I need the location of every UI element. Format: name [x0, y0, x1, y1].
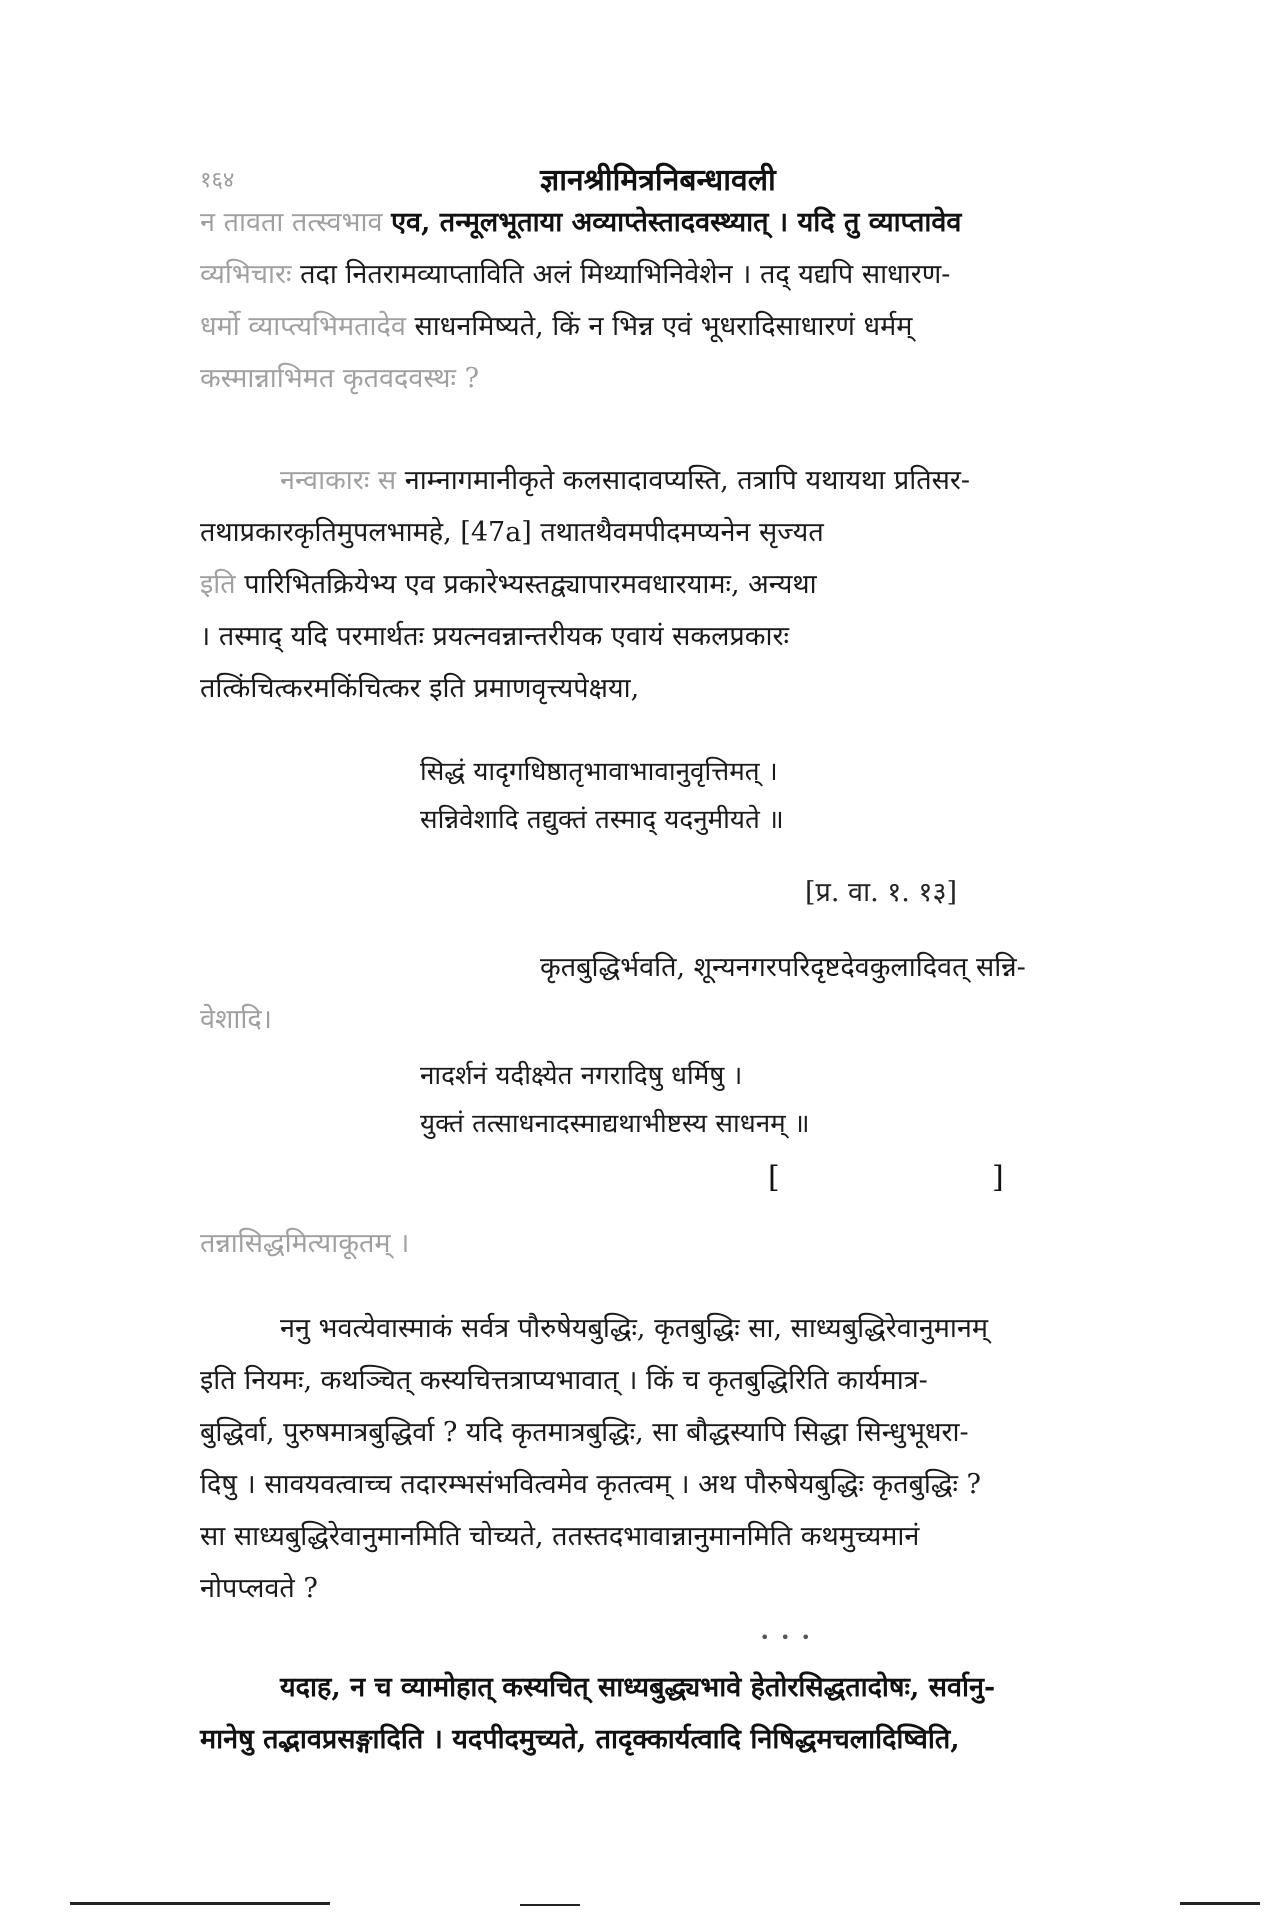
line-text: तथाप्रकारकृतिमुपलभामहे, [47a] तथातथैवमपीदमप्यनेन सृज्यत	[200, 517, 824, 548]
verse-line: नादर्शनं यदीक्ष्येत नगरादिषु धर्मिषु ।	[420, 1061, 743, 1091]
text-line	[200, 353, 1135, 405]
text-line	[200, 507, 1135, 559]
scan-rule	[70, 1902, 330, 1905]
text-line	[200, 559, 1135, 611]
page-number: १६४	[200, 168, 235, 193]
faded-text: इति	[200, 569, 236, 600]
text-line: बुद्धिर्वा, पुरुषमात्रबुद्धिर्वा ? यदि कृतमात्रबुद्धिः, सा बौद्धस्यापि सिद्धा सिन्धुभूधरा-	[200, 1417, 969, 1448]
text-line: नोपप्लवते ?	[200, 1573, 318, 1604]
text-line: यदाह, न च व्यामोहात् कस्यचित् साध्यबुद्ध्यभावे हेतोरसिद्धतादोषः, सर्वानु-	[280, 1672, 996, 1703]
faded-text: न तावता तत्स्वभाव	[200, 207, 383, 238]
line-text: पारिभितक्रियेभ्य एव प्रकारेभ्यस्तद्व्यापारमवधारयामः, अन्यथा	[244, 569, 817, 600]
page-header	[0, 158, 1267, 202]
text-line: ननु भवत्येवास्माकं सर्वत्र पौरुषेयबुद्धिः, कृतबुद्धिः सा, साध्यबुद्धिरेवानुमानम्	[280, 1313, 988, 1344]
verse-line: सिद्धं यादृगधिष्ठातृभावाभावानुवृत्तिमत् ।	[420, 757, 778, 787]
bracket-open: [	[768, 1160, 780, 1195]
line-text: तन्नासिद्धमित्याकूतम् ।	[200, 1228, 410, 1259]
paragraph-5	[200, 1303, 1135, 1615]
text-line	[200, 663, 1135, 715]
text-line	[200, 994, 1135, 1046]
text-line	[200, 455, 1135, 507]
text-line	[200, 942, 1135, 994]
text-line	[200, 301, 1135, 353]
text-line	[200, 197, 1135, 249]
paragraph-1	[200, 197, 1135, 405]
running-title: ज्ञानश्रीमित्रनिबन्धावली	[540, 163, 776, 198]
text-line: सा साध्यबुद्धिरेवानुमानमिति चोच्यते, ततस्तदभावान्नानुमानमिति कथमुच्यमानं	[200, 1521, 920, 1552]
faded-text: नन्वाकारः स	[280, 465, 397, 496]
line-text: नाम्नागमानीकृते कलसादावप्यस्ति, तत्रापि यथायथा प्रतिसर-	[404, 465, 971, 496]
verse-line: युक्तं तत्साधनादस्माद्यथाभीष्टस्य साधनम् ॥	[420, 1109, 810, 1139]
paragraph-4	[200, 1218, 1135, 1270]
paragraph-6	[200, 1662, 1135, 1766]
line-text: साधनमिष्यते, किं न भिन्न एवं भूधरादिसाधारणं धर्मम्	[414, 311, 913, 342]
paragraph-2	[200, 455, 1135, 715]
faded-text: व्यभिचारः	[200, 259, 292, 290]
text-line: इति नियमः, कथञ्चित् कस्यचित्तत्राप्यभावात् । किं च कृतबुद्धिरिति कार्यमात्र-	[200, 1365, 928, 1396]
verse-1	[420, 748, 1020, 844]
verse-line: सन्निवेशादि तद्युक्तं तस्माद् यदनुमीयते ॥	[420, 805, 784, 835]
faded-text: धर्मो व्याप्त्यभिमतादेव	[200, 311, 406, 342]
faded-text: कस्मान्नाभिमत कृतवदवस्थः ?	[200, 363, 480, 394]
text-line: मानेषु तद्भावप्रसङ्गादिति । यदपीदमुच्यते, तादृक्कार्यत्वादि निषिद्धमचलादिष्विति,	[200, 1724, 960, 1755]
paragraph-3	[200, 942, 1135, 1046]
text-line: दिषु । सावयवत्वाच्च तदारम्भसंभवित्वमेव कृतत्वम् । अथ पौरुषेयबुद्धिः कृतबुद्धिः ?	[200, 1469, 981, 1500]
faded-text: वेशादि।	[200, 1004, 272, 1035]
line-text: तदा नितरामव्याप्ताविति अलं मिथ्याभिनिवेशेन । तद् यद्यपि साधारण-	[300, 259, 951, 290]
line-text: तत्किंचित्करमकिंचित्कर इति प्रमाणवृत्त्यपेक्षया,	[200, 673, 640, 704]
stray-dots: • • •	[760, 1628, 814, 1647]
line-text: कृतबुद्धिर्भवति, शून्यनगरपरिदृष्टदेवकुलादिवत् सन्नि-	[540, 952, 1026, 983]
line-text: । तस्माद् यदि परमार्थतः प्रयत्नवन्नान्तरीयक एवायं सकलप्रकारः	[200, 621, 790, 652]
scan-rule	[1180, 1902, 1260, 1905]
scan-rule	[520, 1904, 580, 1906]
line-text: एव, तन्मूलभूताया अव्याप्तेस्तादवस्थ्यात् । यदि तु व्याप्तावेव	[391, 207, 962, 238]
text-line	[200, 611, 1135, 663]
bracket-close: ]	[992, 1160, 1004, 1195]
verse-2	[420, 1052, 1020, 1148]
verse-citation: [प्र. वा. १. १३]	[805, 877, 958, 908]
text-line	[200, 249, 1135, 301]
